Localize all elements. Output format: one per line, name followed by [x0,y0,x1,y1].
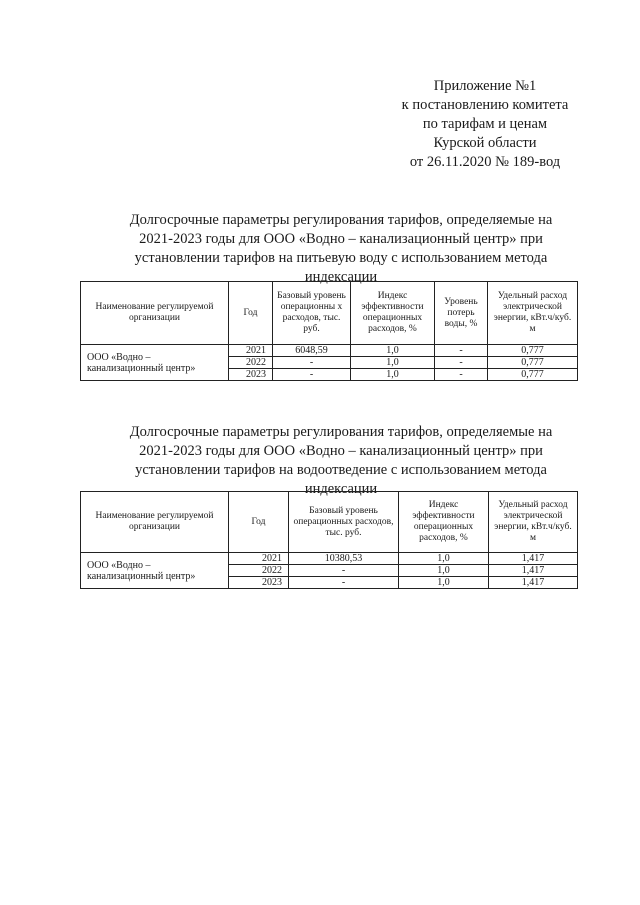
header-efficiency-index: Индекс эффективности операционных расходов, % [351,282,435,345]
appendix-resolution: к постановлению комитета [401,97,569,113]
base-opex-cell: 10380,53 [289,553,399,565]
efficiency-index-cell: 1,0 [399,553,489,565]
year-cell: 2022 [229,357,273,369]
energy-cell: 1,417 [489,577,578,589]
section1-title-line: 2021-2023 годы для ООО «Водно – канализационный центр» при [139,231,543,247]
efficiency-index-cell: 1,0 [351,357,435,369]
energy-cell: 1,417 [489,553,578,565]
header-base-opex: Базовый уровень операционны х расходов, тыс. руб. [273,282,351,345]
year-cell: 2023 [229,369,273,381]
energy-cell: 0,777 [488,369,578,381]
table-header-row [81,492,578,553]
wastewater-params-table [80,491,578,589]
table-header-row [81,282,578,345]
base-opex-cell: 6048,59 [273,345,351,357]
header-year: Год [229,492,289,553]
appendix-committee: по тарифам и ценам [422,116,548,132]
year-cell: 2021 [229,345,273,357]
table-row [81,345,578,357]
efficiency-index-cell: 1,0 [399,577,489,589]
base-opex-cell: - [273,369,351,381]
section2-title-line: установлении тарифов на водоотведение с использованием метода [135,462,547,478]
drinking-water-params-table [80,281,578,381]
base-opex-cell: - [289,565,399,577]
section1-title-line: установлении тарифов на питьевую воду с использованием метода [134,250,548,266]
section1-title [96,211,586,287]
base-opex-cell: - [273,357,351,369]
header-org: Наименование регулируемой организации [81,282,229,345]
section2-title-line: 2021-2023 годы для ООО «Водно – канализационный центр» при [139,443,543,459]
water-loss-cell: - [435,357,488,369]
appendix-date-number: от 26.11.2020 № 189-вод [409,154,561,170]
efficiency-index-cell: 1,0 [351,345,435,357]
base-opex-cell: - [289,577,399,589]
efficiency-index-cell: 1,0 [351,369,435,381]
section2-title-line: индексации [304,481,378,497]
appendix-region: Курской области [433,135,537,151]
header-water-loss: Уровень потерь воды, % [435,282,488,345]
section1-title-line: Долгосрочные параметры регулирования тарифов, определяемые на [129,212,553,228]
year-cell: 2022 [229,565,289,577]
year-cell: 2023 [229,577,289,589]
energy-cell: 0,777 [488,345,578,357]
section2-title [96,423,586,499]
header-base-opex: Базовый уровень операционных расходов, тыс. руб. [289,492,399,553]
section1-title-line: индексации [304,269,378,285]
header-energy: Удельный расход электрической энергии, кВт.ч/куб. м [488,282,578,345]
year-cell: 2021 [229,553,289,565]
header-energy: Удельный расход электрической энергии, кВт.ч/куб. м [489,492,578,553]
org-name-cell: ООО «Водно – канализационный центр» [81,345,229,381]
header-org: Наименование регулируемой организации [81,492,229,553]
water-loss-cell: - [435,369,488,381]
table-row [81,553,578,565]
appendix-number: Приложение №1 [433,78,537,94]
header-year: Год [229,282,273,345]
energy-cell: 0,777 [488,357,578,369]
appendix-header [360,77,610,172]
energy-cell: 1,417 [489,565,578,577]
section2-title-line: Долгосрочные параметры регулирования тарифов, определяемые на [129,424,553,440]
org-name-cell: ООО «Водно – канализационный центр» [81,553,229,589]
water-loss-cell: - [435,345,488,357]
header-efficiency-index: Индекс эффективности операционных расходов, % [399,492,489,553]
efficiency-index-cell: 1,0 [399,565,489,577]
